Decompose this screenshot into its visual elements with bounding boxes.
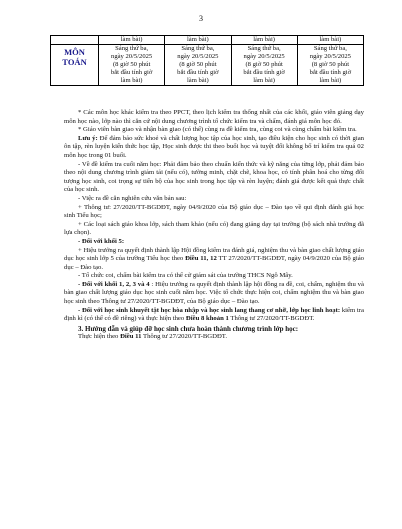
cell-line: ngày 20/5/2025	[111, 53, 153, 60]
text-run: - Đối với khối 1, 2, 3 và 4	[78, 280, 150, 288]
cell-line: Sáng thứ ba,	[247, 45, 281, 52]
paragraph: + Các loại sách giáo khoa lớp, sách tham khảo (nếu có) đang giảng dạy tại trường (bộ sách nhà trường đã lựa chọn).	[64, 220, 364, 237]
table-cell: làm bài)	[297, 36, 363, 45]
cell-line: bắt đầu tính giờ	[110, 69, 153, 76]
table-cell	[165, 45, 231, 86]
cell-line: (8 giờ 50 phút	[179, 61, 217, 68]
table-cell	[297, 45, 363, 86]
paragraph: - Đối với khối 5:	[78, 237, 125, 245]
page-number: 3	[199, 14, 203, 23]
paragraph: * Các môn học khác kiểm tra theo PPCT, theo lịch kiểm tra thống nhất của các khối, giáo viên giảng dạy môn học nào, lớp nào thì căn cứ nội dung chương trình tổ chức kiểm tra và chấm, đánh giá môn học đó.	[64, 109, 364, 125]
cell-line: (8 giờ 50 phút	[311, 61, 350, 68]
table-cell	[231, 45, 297, 86]
cell-line: ngày 20/5/2025	[243, 53, 285, 60]
text-run: : Hiệu trưởng ra quyết định thành lập hội đồng ra đề, coi, chấm, nghiệm thu và bàn giao chất lượng giáo dục học sinh cuối năm học. Việc tổ chức thực hiện coi, chấm nghiệm thu và bàn giao học sinh theo Thông tư 27/2020/TT-BGDĐT, của Bộ giáo dục – Đào tạo.	[64, 280, 364, 306]
text-run: Thực hiện theo	[78, 333, 121, 341]
cell-line: làm bài)	[120, 77, 143, 84]
paragraph: - Về đề kiểm tra cuối năm học: Phải đảm bảo theo chuẩn kiến thức và kỹ năng của từng lớp, phải đảm bảo theo nội dung chương trình giảm tải (nếu có), tường minh, chặt chẽ, khoa học, có tính phân hoá cho từng đối tượng học sinh, coi trọng sự tiến bộ của học sinh trong học tập và rèn luyện; đánh giá được kết quả thực chất của học sinh.	[64, 160, 364, 194]
paragraph: - Tổ chức coi, chấm bài kiểm tra có thể cử giám sát của trường THCS Ngô Mây.	[78, 272, 293, 280]
paragraph	[64, 307, 364, 324]
cell-line: ngày 20/5/2025	[309, 53, 351, 60]
section-heading: 3. Hướng dẫn và giúp đỡ học sinh chưa hoàn thành chương trình lớp học:	[78, 324, 299, 333]
note-label: Lưu ý:	[78, 134, 98, 142]
exam-schedule-table	[50, 35, 364, 86]
table-cell: làm bài)	[231, 36, 297, 45]
document-body	[64, 109, 364, 342]
cell-line: (8 giờ 50 phút	[112, 61, 151, 68]
note-text: Để đảm bảo sức khoẻ và chất lượng học tập của học sinh, tạo điều kiện cho học sinh có thời gian ôn tập, rèn luyện kiến thức học tập, Học sinh được thi theo buổi học và tuyệt đối không bố trí kiểm tra quá 02 môn học trong 01 buổi.	[64, 134, 365, 159]
text-run: TT 27/2020/TT-BGDĐT, ngày 04/9/2020 của Bộ giáo dục – Đào tạo.	[64, 255, 365, 271]
table-cell: làm bài)	[99, 36, 165, 45]
table-cell	[99, 45, 165, 86]
text-run: Điều 11	[120, 333, 142, 341]
cell-line: bắt đầu tính giờ	[243, 69, 285, 76]
subject-cell: MÔN TOÁN	[51, 45, 99, 86]
text-run: Thông tư 27/2020/TT-BGDĐT.	[228, 315, 315, 323]
text-run: - Đối với học sinh khuyết tật học hòa nhập và học sinh lang thang cơ nhỡ, lớp học linh hoạt:	[78, 306, 341, 314]
cell-line: Sáng thứ ba,	[181, 45, 215, 52]
paragraph: + Thông tư: 27/2020/TT-BGDĐT, ngày 04/9/2020 của Bộ giáo dục – Đào tạo về qui định đánh giá học sinh Tiểu học;	[64, 203, 364, 220]
paragraph	[64, 135, 364, 161]
cell-line: bắt đầu tính giờ	[309, 69, 352, 76]
text-run: kiểm tra định kì (có thể có đề riêng) và thực hiện theo	[64, 306, 364, 323]
table-cell	[51, 36, 99, 45]
paragraph: * Giáo viên bàn giao và nhận bàn giao (có thể) cùng ra đề kiểm tra, cùng coi và cùng chấm bài kiểm tra.	[78, 126, 357, 134]
text-run: Điều 11, 12	[185, 255, 217, 263]
cell-line: làm bài)	[253, 77, 276, 84]
table-row	[51, 45, 364, 86]
paragraph	[64, 333, 364, 342]
table-row	[51, 36, 364, 45]
cell-line: ngày 20/5/2025	[177, 53, 219, 60]
cell-line: làm bài)	[319, 77, 342, 84]
cell-line: Sáng thứ ba,	[313, 45, 347, 52]
cell-line: (8 giờ 50 phút	[245, 61, 283, 68]
table-cell: làm bài)	[165, 36, 231, 45]
paragraph	[64, 281, 364, 307]
text-run: Thông tư 27/2020/TT-BGDĐT.	[141, 333, 228, 341]
paragraph: - Việc ra đề căn nghiên cứu văn bản sau:	[78, 194, 187, 202]
paragraph	[64, 247, 364, 273]
cell-line: bắt đầu tính giờ	[177, 69, 219, 76]
text-run: Điều 8 khoản 1	[185, 315, 229, 323]
cell-line: làm bài)	[186, 77, 209, 84]
cell-line: Sáng thứ ba,	[115, 45, 149, 52]
text-run: + Hiệu trưởng ra quyết định thành lập Hội đồng kiểm tra đánh giá, nghiệm thu và bàn giao chất lượng giáo dục học sinh lớp 5 của trường Tiểu học theo	[64, 246, 364, 263]
